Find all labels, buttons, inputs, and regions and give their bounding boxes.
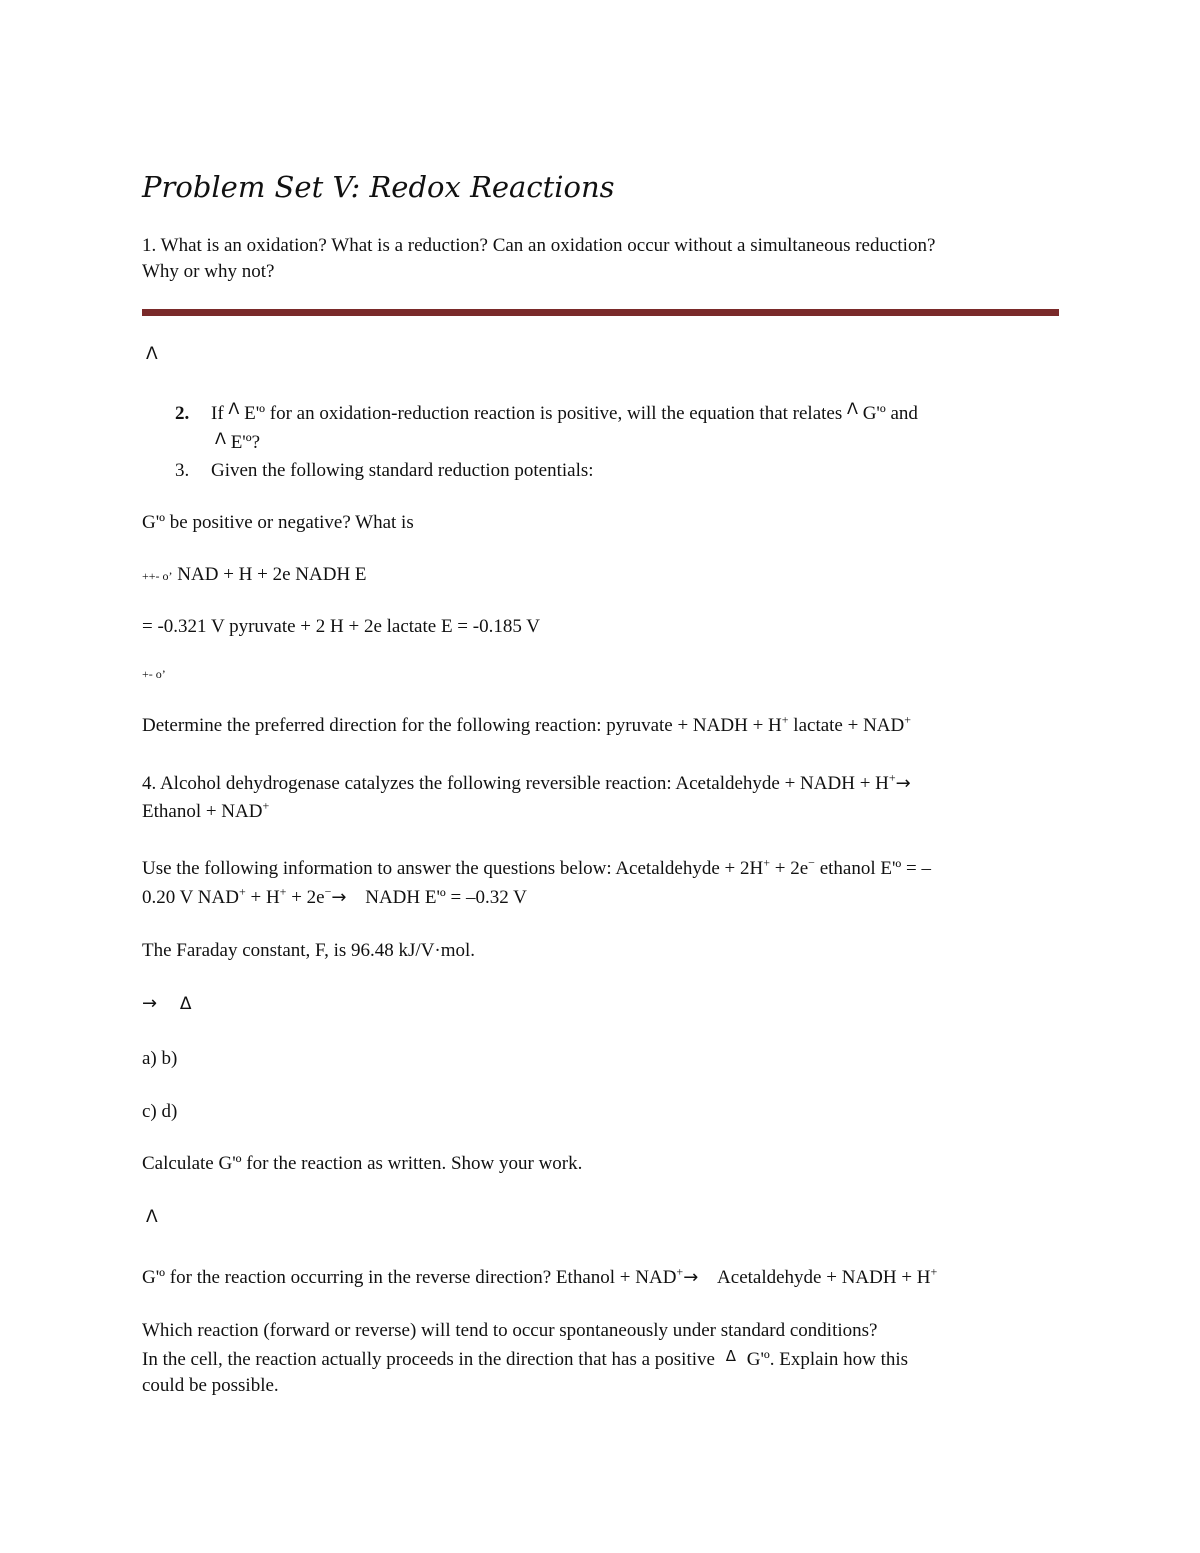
reverse-direction-line — [142, 1265, 937, 1291]
question-2-line-2 — [215, 430, 260, 456]
arrow-icon: → — [331, 887, 347, 908]
use-text-a: Use the following information to answer the questions below: Acetaldehyde + 2H — [142, 858, 764, 879]
delta-icon: Δ — [179, 994, 192, 1014]
nad-equation-text: NAD + H + 2e NADH E — [177, 564, 367, 585]
fragment-nad-equation — [142, 562, 367, 589]
superscript-plus: + — [904, 712, 912, 727]
page-title: Problem Set V: Redox Reactions — [142, 170, 615, 204]
superscript-plus: + — [763, 855, 771, 870]
delta-symbol: Λ — [228, 399, 240, 418]
question-1-line-2: Why or why not? — [142, 261, 275, 282]
use2-c: + 2e — [291, 887, 325, 908]
faraday-constant: The Faraday constant, F, is 96.48 kJ/V·mol. — [142, 940, 476, 961]
question-3-number: 3. — [175, 460, 190, 481]
use-info-line-2 — [142, 885, 527, 911]
superscript-plus: + — [238, 884, 246, 899]
superscript-plus: + — [888, 770, 896, 785]
superscript-plus: + — [781, 712, 789, 727]
use2-b: + H — [250, 887, 280, 908]
superscript-plus: + — [262, 798, 270, 813]
use2-d: NADH E'º = –0.32 V — [365, 887, 527, 908]
q4-ethanol: Ethanol + NAD — [142, 801, 263, 822]
use-info-line-1 — [142, 856, 931, 882]
fragment-g-positive: G'º be positive or negative? What is — [142, 512, 414, 533]
parts-c-d: c) d) — [142, 1101, 178, 1122]
q2-line-2-text: E'º? — [230, 432, 261, 453]
superscript-minus: − — [808, 855, 815, 870]
superscript-plus: + — [676, 1264, 684, 1279]
q2-text-end: G'º and — [862, 403, 918, 424]
parts-a-b: a) b) — [142, 1048, 178, 1069]
use2-a: 0.20 V NAD — [142, 887, 239, 908]
calculate-instruction: Calculate G'º for the reaction as written. Show your work. — [142, 1153, 583, 1174]
determine-text-a: Determine the preferred direction for the following reaction: pyruvate + NADH + H — [142, 715, 782, 736]
delta-symbol: Λ — [146, 1207, 158, 1227]
delta-symbol: Λ — [847, 399, 858, 418]
superscript-plus: + — [279, 884, 287, 899]
spontaneous-question: Which reaction (forward or reverse) will tend to occur spontaneously under standard conditions? — [142, 1320, 878, 1341]
cell-text-a: In the cell, the reaction actually proceeds in the direction that has a positive — [142, 1349, 715, 1370]
cell-explanation-line-2: could be possible. — [142, 1375, 279, 1396]
arrow-delta-line — [142, 991, 191, 1017]
arrow-icon: → — [142, 993, 158, 1014]
superscript-minus: − — [324, 884, 332, 899]
determine-text-b: lactate + NAD — [793, 715, 905, 736]
q4-text: 4. Alcohol dehydrogenase catalyzes the following reversible reaction: Acetaldehyde + NADH + H — [142, 773, 889, 794]
question-2-line-1 — [211, 401, 918, 427]
reverse-text-a: G'º for the reaction occurring in the reverse direction? Ethanol + NAD — [142, 1267, 677, 1288]
small-superscripts: +- o’ — [142, 667, 166, 681]
delta-symbol: Λ — [146, 344, 158, 364]
question-3-text: Given the following standard reduction potentials: — [211, 460, 594, 481]
cell-explanation-line-1 — [142, 1347, 908, 1373]
section-divider — [142, 309, 1059, 316]
q2-text: E'º for an oxidation-reduction reaction is positive, will the equation that relates — [244, 403, 843, 424]
small-superscripts: ++- o’ — [142, 569, 173, 583]
q2-if: If — [211, 403, 224, 424]
arrow-icon: → — [895, 773, 911, 794]
cell-text-b: G'º. Explain how this — [746, 1349, 909, 1370]
use-text-b: + 2e — [774, 858, 809, 879]
superscript-plus: + — [930, 1264, 938, 1279]
question-2-number: 2. — [175, 403, 190, 424]
question-1-line-1: 1. What is an oxidation? What is a reduction? Can an oxidation occur without a simultaneous reduction? — [142, 235, 936, 256]
fragment-pyruvate-equation: = -0.321 V pyruvate + 2 H + 2e lactate E = -0.185 V — [142, 616, 540, 637]
use-text-c: ethanol E'º = – — [819, 858, 932, 879]
question-4-line-2 — [142, 799, 269, 825]
determine-direction-line — [142, 713, 911, 739]
delta-symbol: Λ — [215, 429, 226, 448]
delta-icon: Δ — [725, 1347, 736, 1365]
arrow-icon: → — [683, 1267, 699, 1288]
reverse-text-b: Acetaldehyde + NADH + H — [717, 1267, 931, 1288]
question-4-line-1 — [142, 771, 911, 797]
